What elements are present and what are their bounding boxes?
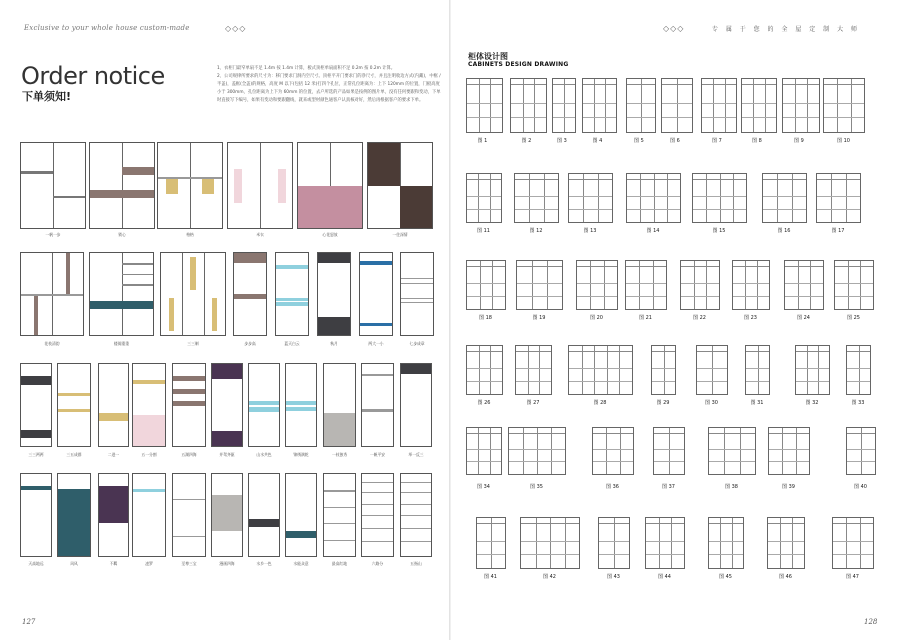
cabinet-drawing — [653, 427, 685, 475]
figure-label: 图 3 — [557, 138, 567, 144]
cabinet-drawing — [692, 173, 747, 223]
door-style-label: 锦绣满乾 — [293, 452, 309, 457]
figure-label: 图 22 — [693, 315, 706, 321]
door-style-swatch — [172, 473, 206, 557]
order-notice-text: 1、衣柜门最窄单扇不足 1.4m 按 1.4m 计算，板式顶柜单扇面积不足 0.2m 按 0.2m 计算。 2、公司规律所要求的尺寸为：移门要求门洞内空尺寸。顶柜平开门要求门的净尺寸，并且注明收边方式(内藏)，中框 / 半盖)，盖框(全盖)的规格，高度 M 以下(包括 12 米)打四个孔位，正常孔位距离为：上下 120mm 的位置，门板高度小于 300mm，孔位距离为上下为 60mm 的位置，去户所选的产品如果是按例的图片单，没有任何要跟和变动，下单时直接写下编号，如果有变动和要跟翻线，就来或型材颜色通客户认真核对好，然后再根据客户的要求下单。 — [217, 66, 441, 103]
cabinet-drawing — [767, 517, 805, 569]
cabinet-drawing — [661, 78, 693, 133]
cabinet-drawing — [626, 173, 681, 223]
cabinet-drawing — [466, 345, 503, 395]
door-style-label: 格格 — [186, 232, 194, 237]
cabinet-drawing — [768, 427, 810, 475]
cabinet-drawing — [834, 260, 874, 310]
door-style-swatch — [317, 252, 351, 336]
door-style-label: 一帆平安 — [369, 452, 386, 457]
cabinet-drawing — [510, 78, 547, 133]
door-style-label: 三三两两 — [28, 452, 44, 457]
door-style-swatch — [160, 252, 226, 336]
door-style-label: 水乡一色 — [256, 561, 272, 566]
door-style-swatch — [285, 473, 317, 557]
door-style-label: 凌罗 — [145, 561, 153, 566]
door-style-swatch — [57, 473, 91, 557]
door-style-swatch — [89, 252, 154, 336]
door-style-swatch — [98, 473, 129, 557]
door-style-label: 山水共色 — [256, 452, 272, 457]
figure-label: 图 16 — [777, 228, 791, 234]
figure-label: 图 6 — [670, 138, 680, 144]
figure-label: 图 28 — [593, 400, 607, 406]
cabinet-drawing — [701, 78, 737, 133]
figure-label: 图 14 — [646, 228, 660, 234]
figure-label: 图 29 — [656, 400, 670, 406]
cabinet-drawing — [741, 78, 777, 133]
door-style-swatch — [132, 363, 166, 447]
cabinet-drawing — [625, 260, 667, 310]
door-style-label: 两大一小 — [368, 341, 384, 346]
door-style-swatch — [361, 363, 394, 447]
figure-label: 图 34 — [477, 484, 490, 490]
door-style-swatch — [57, 363, 91, 447]
figure-label: 图 25 — [847, 315, 860, 321]
figure-label: 图 8 — [752, 138, 762, 144]
door-style-label: 不羁 — [109, 561, 118, 566]
door-style-swatch — [172, 363, 206, 447]
door-style-label: 六路分 — [371, 561, 384, 566]
door-style-label: 秋月 — [330, 341, 338, 346]
left-page-number: 127 — [22, 618, 36, 626]
door-style-swatch — [211, 473, 243, 557]
door-style-label: 天高地远 — [28, 561, 44, 566]
cabinet-drawing — [651, 345, 676, 395]
figure-label: 图 23 — [744, 315, 757, 321]
cabinet-drawing — [552, 78, 576, 133]
figure-label: 图 33 — [851, 400, 865, 406]
door-style-label: 花枝清韵 — [44, 341, 60, 346]
door-style-label: 二进一 — [107, 452, 120, 457]
cabinet-drawing — [846, 427, 876, 475]
figure-label: 图 30 — [705, 400, 718, 406]
door-style-swatch — [297, 142, 363, 229]
cabinet-drawing — [732, 260, 770, 310]
door-style-swatch — [248, 363, 280, 447]
figure-label: 图 44 — [658, 574, 671, 580]
figure-label: 图 37 — [662, 484, 675, 490]
cabinet-drawing — [466, 173, 502, 223]
door-style-swatch — [275, 252, 309, 336]
door-style-swatch — [323, 473, 356, 557]
cabinet-drawing — [745, 345, 770, 395]
cabinet-drawing — [823, 78, 865, 133]
door-style-swatch — [20, 142, 86, 229]
figure-label: 图 27 — [526, 400, 540, 406]
door-style-swatch — [227, 142, 293, 229]
door-style-label: 漫画四海 — [219, 561, 235, 566]
figure-label: 图 36 — [606, 484, 619, 490]
door-style-label: 米衣 — [256, 232, 264, 237]
figure-label: 图 43 — [607, 574, 620, 580]
door-style-label: 一枝独秀 — [331, 452, 348, 457]
door-style-label: 五指山 — [410, 561, 422, 566]
cabinet-drawing — [696, 345, 728, 395]
door-style-swatch — [400, 252, 434, 336]
figure-label: 图 39 — [782, 484, 795, 490]
figure-label: 图 42 — [543, 574, 556, 580]
door-style-swatch — [359, 252, 393, 336]
section-title-cn: 柜体设计图 — [468, 52, 508, 61]
figure-label: 图 4 — [592, 138, 603, 144]
door-style-label: 五湖四海 — [181, 452, 197, 457]
page-fold — [449, 0, 451, 640]
cabinet-drawing — [832, 517, 874, 569]
door-style-swatch — [400, 363, 432, 447]
door-style-swatch — [20, 252, 84, 336]
door-style-swatch — [211, 363, 243, 447]
door-style-label: 三五成群 — [66, 452, 82, 457]
figure-label: 图 31 — [750, 400, 764, 406]
cabinet-drawing — [645, 517, 685, 569]
cabinet-drawing — [784, 260, 824, 310]
door-style-swatch — [20, 363, 52, 447]
cabinet-drawing — [568, 173, 613, 223]
door-style-label: 风风 — [70, 561, 78, 566]
figure-label: 图 24 — [797, 315, 810, 321]
cabinet-drawing — [466, 260, 506, 310]
door-style-label: 七步成章 — [409, 341, 425, 346]
figure-label: 图 11 — [477, 228, 490, 234]
door-style-label: 楼阁重重 — [113, 341, 130, 346]
door-style-label: 至尊三宝 — [181, 561, 197, 566]
cabinet-drawing — [466, 427, 502, 475]
figure-label: 图 13 — [583, 228, 597, 234]
right-header-tagline: 专 属 于 您 的 全 屋 定 制 大 师 — [711, 26, 860, 33]
figure-label: 图 17 — [831, 228, 845, 234]
door-style-swatch — [132, 473, 166, 557]
door-style-swatch — [157, 142, 223, 229]
cabinet-drawing — [846, 345, 871, 395]
cabinet-drawing — [708, 517, 744, 569]
figure-label: 图 40 — [854, 484, 867, 490]
cabinet-drawing — [508, 427, 566, 475]
cabinet-drawing — [680, 260, 720, 310]
door-style-label: 蓝天白云 — [284, 341, 300, 346]
figure-label: 图 46 — [779, 574, 792, 580]
figure-label: 图 41 — [484, 574, 497, 580]
figure-label: 图 47 — [846, 574, 859, 580]
cabinet-drawing — [515, 345, 552, 395]
cabinet-drawing — [708, 427, 756, 475]
door-style-label: 一往深情 — [392, 232, 408, 237]
cabinet-drawing — [568, 345, 633, 395]
cabinet-drawing — [476, 517, 506, 569]
figure-label: 图 21 — [639, 315, 652, 321]
figure-label: 图 35 — [530, 484, 543, 490]
figure-label: 图 20 — [590, 315, 603, 321]
cabinet-drawing — [598, 517, 630, 569]
cabinet-drawing — [516, 260, 563, 310]
door-style-swatch — [20, 473, 52, 557]
cabinet-drawing — [816, 173, 861, 223]
right-page-number: 128 — [864, 618, 878, 626]
door-style-label: 举一反三 — [408, 452, 424, 457]
page-title: Order notice — [21, 62, 165, 90]
door-style-label: 心花怒放 — [322, 232, 338, 237]
left-header-ornament: ◇◇◇ — [225, 24, 247, 33]
figure-label: 图 12 — [529, 228, 543, 234]
cabinet-drawing — [466, 78, 503, 133]
door-style-swatch — [361, 473, 394, 557]
cabinet-drawing — [514, 173, 559, 223]
cabinet-drawing — [582, 78, 617, 133]
cabinet-drawing — [592, 427, 634, 475]
door-style-swatch — [89, 142, 155, 229]
cabinet-drawing — [762, 173, 807, 223]
cabinet-drawing — [782, 78, 820, 133]
door-style-swatch — [98, 363, 129, 447]
figure-label: 图 38 — [725, 484, 738, 490]
figure-label: 图 18 — [479, 315, 492, 321]
figure-label: 图 10 — [837, 138, 850, 144]
cabinet-drawing — [626, 78, 656, 133]
figure-label: 图 45 — [719, 574, 732, 580]
door-style-swatch — [367, 142, 433, 229]
door-style-swatch — [233, 252, 267, 336]
cabinet-drawing — [795, 345, 830, 395]
door-style-swatch — [400, 473, 432, 557]
left-header-tagline: Exclusive to your whole house custom-made — [24, 24, 190, 32]
door-style-label: 并驾齐驱 — [219, 452, 235, 457]
door-style-label: 步步高 — [244, 341, 256, 346]
door-style-label: 一帆一步 — [45, 232, 61, 237]
figure-label: 图 5 — [634, 138, 644, 144]
right-header-ornament: ◇◇◇ — [663, 24, 685, 33]
figure-label: 图 32 — [805, 400, 819, 406]
door-style-swatch — [323, 363, 356, 447]
door-style-swatch — [285, 363, 317, 447]
door-style-label: 锁心 — [118, 232, 126, 237]
figure-label: 图 15 — [712, 228, 726, 234]
door-style-label: 五一分割 — [141, 452, 157, 457]
door-style-label: 最高红地 — [331, 561, 348, 566]
cabinet-drawing — [576, 260, 618, 310]
figure-label: 图 1 — [477, 138, 488, 144]
cabinet-drawing — [520, 517, 580, 569]
figure-label: 图 19 — [532, 315, 546, 321]
page-subtitle: 下单须知! — [22, 90, 72, 103]
door-style-swatch — [248, 473, 280, 557]
figure-label: 图 7 — [712, 138, 722, 144]
door-style-label: 水能众意 — [293, 561, 309, 566]
section-title-en: CABINETS DESIGN DRAWING — [468, 61, 569, 68]
figure-label: 图 26 — [477, 400, 491, 406]
door-style-label: 三三制 — [187, 341, 199, 346]
figure-label: 图 9 — [794, 138, 804, 144]
figure-label: 图 2 — [521, 138, 532, 144]
